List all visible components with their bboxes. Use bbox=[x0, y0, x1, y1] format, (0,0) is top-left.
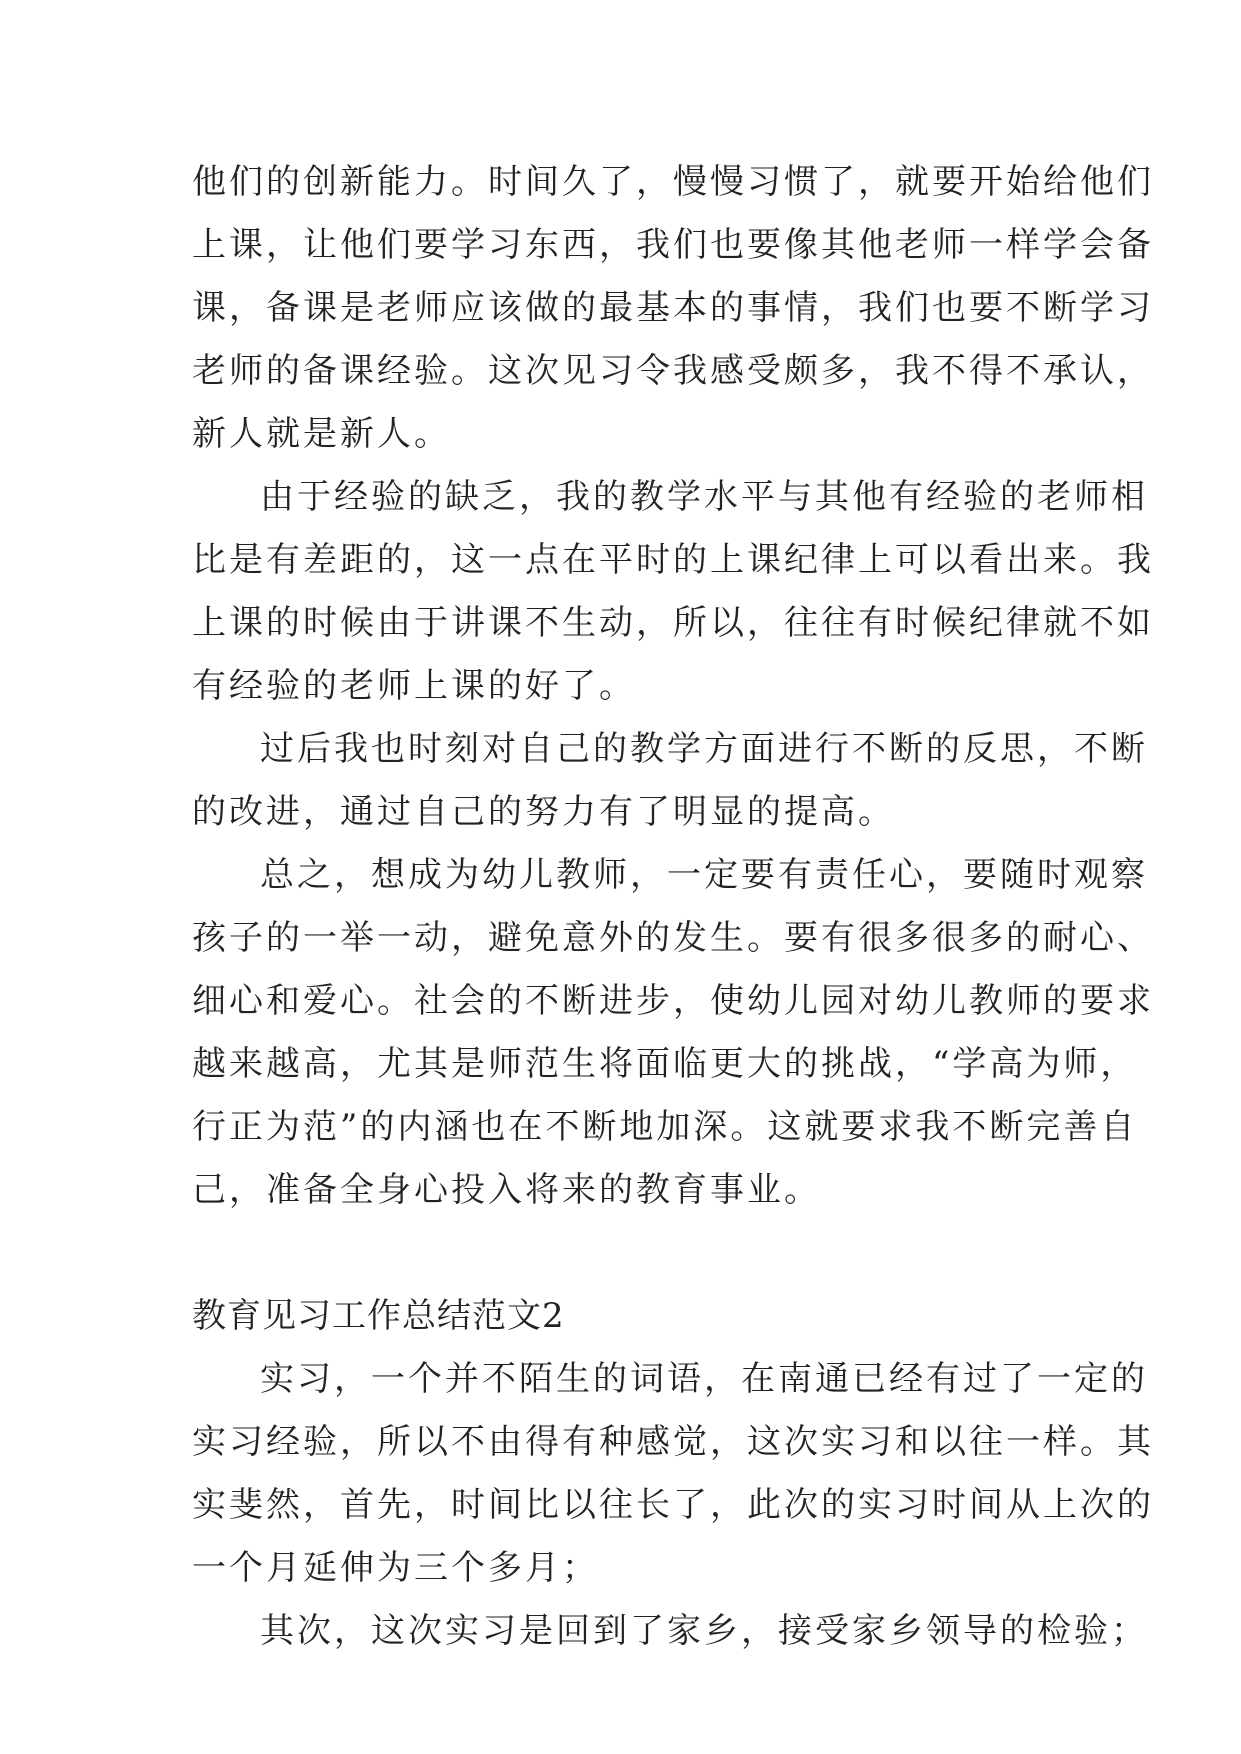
paragraph-line: 行正为范”的内涵也在不断地加深。这就要求我不断完善自 bbox=[192, 1107, 1138, 1147]
paragraph-line: 上课，让他们要学习东西，我们也要像其他老师一样学会备 bbox=[192, 225, 1154, 265]
paragraph-line: 新人就是新人。 bbox=[192, 414, 451, 454]
paragraph-line: 其次，这次实习是回到了家乡，接受家乡领导的检验； bbox=[260, 1611, 1148, 1651]
paragraph-line: 实习经验，所以不由得有种感觉，这次实习和以往一样。其 bbox=[192, 1422, 1154, 1462]
paragraph-line: 课，备课是老师应该做的最基本的事情，我们也要不断学习 bbox=[192, 288, 1154, 328]
paragraph-line: 总之，想成为幼儿教师，一定要有责任心，要随时观察 bbox=[260, 855, 1148, 895]
paragraph-line: 孩子的一举一动，避免意外的发生。要有很多很多的耐心、 bbox=[192, 918, 1154, 958]
section-heading: 教育见习工作总结范文2 bbox=[192, 1296, 565, 1336]
paragraph-line: 由于经验的缺乏，我的教学水平与其他有经验的老师相 bbox=[260, 477, 1148, 517]
paragraph-line: 有经验的老师上课的好了。 bbox=[192, 666, 636, 706]
paragraph-line: 己，准备全身心投入将来的教育事业。 bbox=[192, 1170, 821, 1210]
paragraph-line: 越来越高，尤其是师范生将面临更大的挑战，“学高为师， bbox=[192, 1044, 1138, 1084]
paragraph-line: 过后我也时刻对自己的教学方面进行不断的反思，不断 bbox=[260, 729, 1148, 769]
paragraph-line: 老师的备课经验。这次见习令我感受颇多，我不得不承认， bbox=[192, 351, 1154, 391]
paragraph-line: 实斐然，首先，时间比以往长了，此次的实习时间从上次的 bbox=[192, 1485, 1154, 1525]
paragraph-line: 比是有差距的，这一点在平时的上课纪律上可以看出来。我 bbox=[192, 540, 1154, 580]
paragraph-line: 他们的创新能力。时间久了，慢慢习惯了，就要开始给他们 bbox=[192, 162, 1154, 202]
paragraph-line: 一个月延伸为三个多月； bbox=[192, 1548, 599, 1588]
paragraph-line: 细心和爱心。社会的不断进步，使幼儿园对幼儿教师的要求 bbox=[192, 981, 1154, 1021]
paragraph-line: 上课的时候由于讲课不生动，所以，往往有时候纪律就不如 bbox=[192, 603, 1154, 643]
paragraph-line: 的改进，通过自己的努力有了明显的提高。 bbox=[192, 792, 895, 832]
paragraph-line: 实习，一个并不陌生的词语，在南通已经有过了一定的 bbox=[260, 1359, 1148, 1399]
